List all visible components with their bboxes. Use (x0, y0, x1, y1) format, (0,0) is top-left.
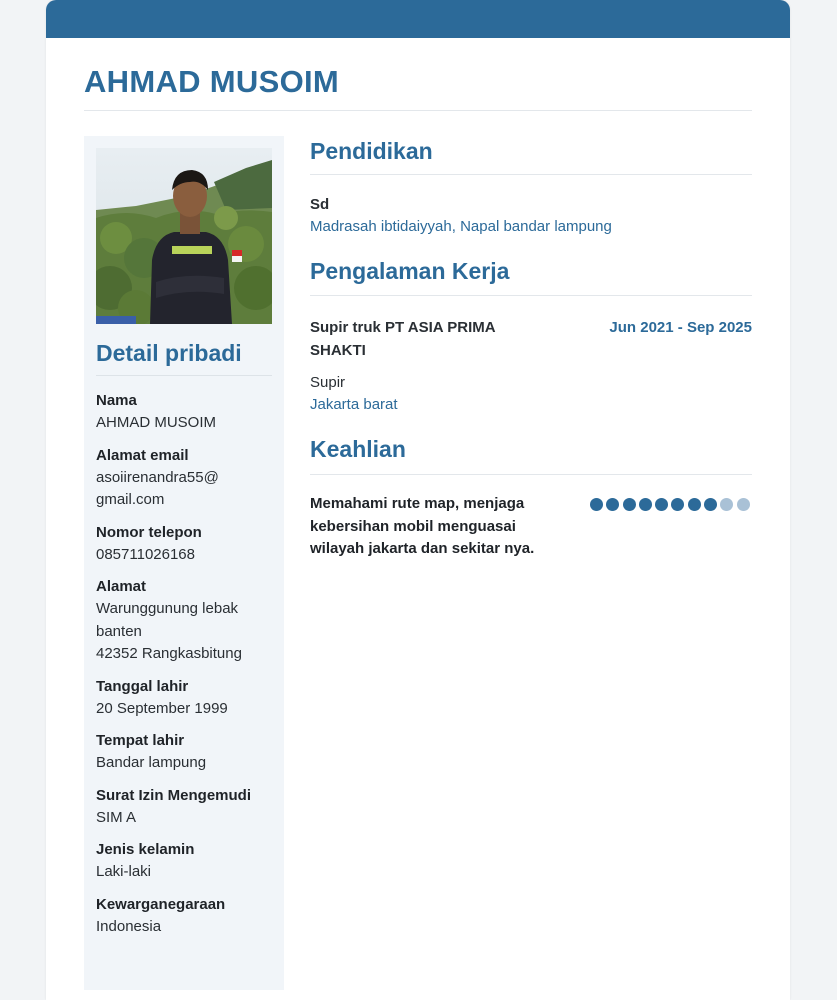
skill-dot-empty (737, 498, 750, 511)
detail-gender (96, 839, 276, 884)
job-role: Supir (310, 374, 346, 391)
resume-page (46, 0, 790, 1000)
detail-value-line: banten (96, 622, 142, 640)
detail-value: Bandar lampung (96, 754, 207, 771)
personal-details-divider (96, 375, 272, 376)
detail-driving-license (96, 785, 276, 830)
detail-name (96, 390, 276, 435)
detail-label: Nama (96, 392, 137, 409)
skill-dot-filled (655, 498, 668, 511)
skill-dot-filled (606, 498, 619, 511)
detail-label: Alamat email (96, 446, 189, 464)
profile-photo (96, 148, 272, 324)
skill-line: wilayah jakarta dan sekitar nya. (310, 540, 535, 557)
skill-dot-filled (688, 498, 701, 511)
detail-nationality (96, 894, 276, 939)
title-divider (84, 110, 752, 111)
experience-heading: Pengalaman Kerja (310, 258, 510, 284)
detail-value-line: gmail.com (96, 491, 165, 508)
skills-divider (310, 474, 752, 475)
detail-email (96, 445, 276, 512)
skill-description (310, 493, 572, 561)
detail-value-line: Warunggunung lebak (96, 600, 239, 617)
skill-dot-filled (671, 498, 684, 511)
education-school: Madrasah ibtidaiyyah, Napal bandar lampung (310, 218, 612, 235)
detail-label: Tanggal lahir (96, 677, 189, 695)
education-heading: Pendidikan (310, 138, 433, 164)
skill-dot-filled (639, 498, 652, 511)
detail-value-line: asoiirenandra55@ (96, 468, 219, 486)
skill-dot-filled (704, 498, 717, 511)
detail-value: AHMAD MUSOIM (96, 414, 216, 431)
detail-value: 20 September 1999 (96, 699, 228, 717)
detail-value: 085711026168 (96, 545, 195, 563)
detail-value-line: 42352 Rangkasbitung (96, 645, 242, 662)
job-dates: Jun 2021 - Sep 2025 (609, 319, 752, 336)
header-bar (46, 0, 790, 38)
skill-dot-empty (720, 498, 733, 511)
detail-address (96, 576, 276, 666)
detail-label: Jenis kelamin (96, 841, 195, 858)
skills-heading: Keahlian (310, 436, 406, 462)
detail-value: Laki-laki (96, 863, 152, 880)
skill-level-rating (590, 498, 750, 511)
skill-dot-filled (623, 498, 636, 511)
detail-label: Nomor telepon (96, 523, 202, 541)
job-title-line: Supir truk PT ASIA PRIMA (310, 319, 496, 336)
detail-label: Kewarganegaraan (96, 895, 226, 913)
experience-divider (310, 295, 752, 296)
personal-details-sidebar (84, 136, 284, 990)
personal-details-heading: Detail pribadi (96, 340, 242, 366)
skill-line: Memahami rute map, menjaga (310, 495, 525, 512)
skill-dot-filled (590, 498, 603, 511)
job-title (310, 316, 550, 362)
resume-name: AHMAD MUSOIM (84, 64, 340, 99)
education-divider (310, 174, 752, 175)
detail-label: Tempat lahir (96, 732, 185, 749)
education-degree: Sd (310, 196, 330, 213)
detail-label: Surat Izin Mengemudi (96, 786, 252, 804)
detail-label: Alamat (96, 578, 147, 595)
detail-birth-place (96, 730, 276, 775)
job-location: Jakarta barat (310, 396, 398, 413)
personal-details-list (96, 390, 276, 948)
detail-value: SIM A (96, 808, 137, 826)
detail-phone (96, 522, 276, 567)
detail-birth-date (96, 676, 276, 721)
detail-value: Indonesia (96, 917, 162, 935)
skill-line: kebersihan mobil menguasai (310, 517, 516, 535)
profile-photo-image (96, 148, 272, 324)
job-title-line: SHAKTI (310, 342, 366, 359)
